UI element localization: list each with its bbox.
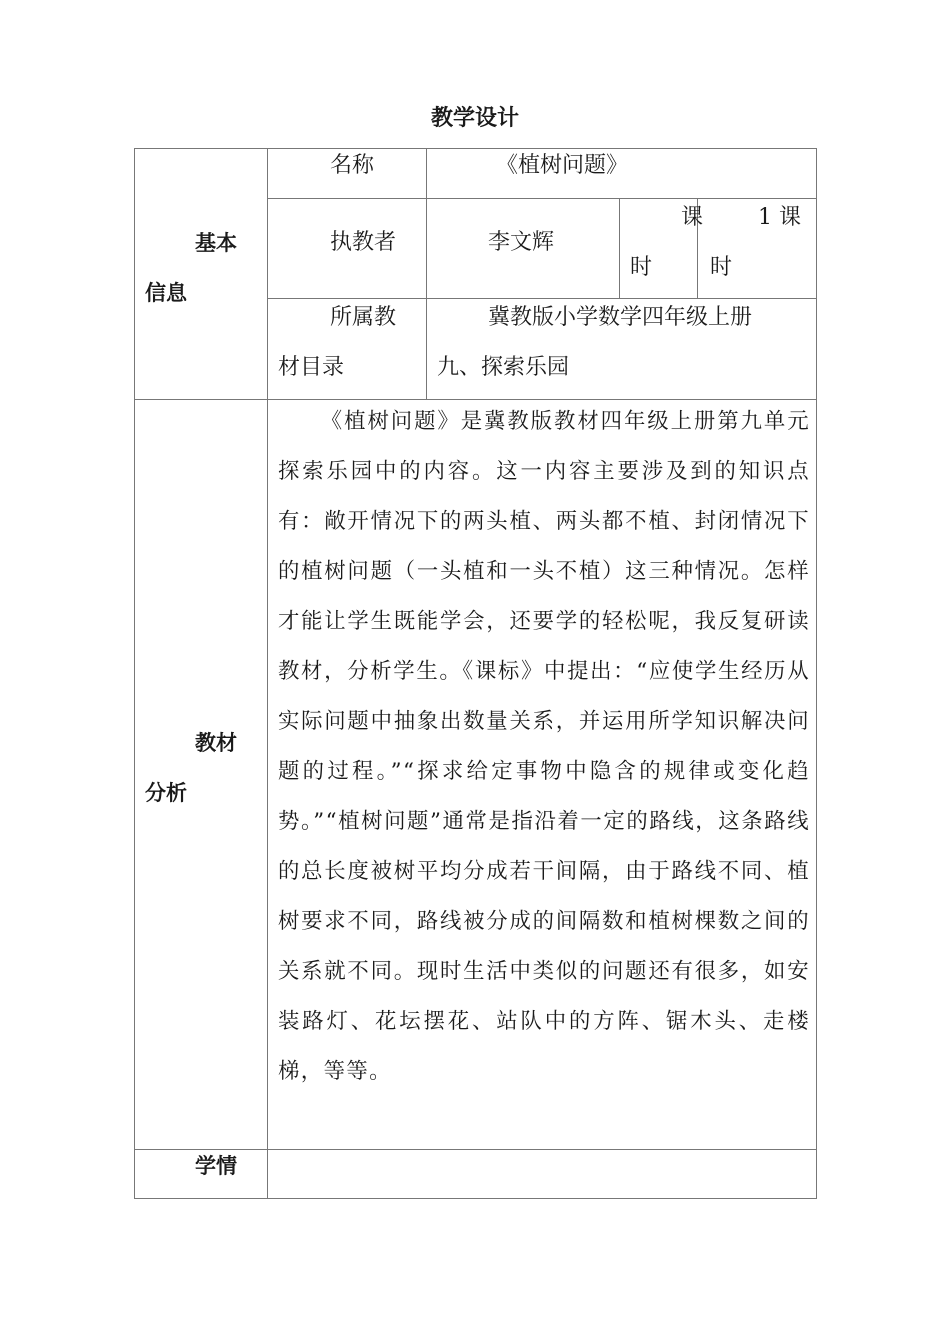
table-rule: [267, 148, 268, 1199]
section-label-basic-info: 基本: [195, 231, 237, 255]
table-rule: [619, 198, 620, 298]
material-analysis-text: 《植树问题》是冀教版教材四年级上册第九单元探索乐园中的内容。这一内容主要涉及到的知识点有：敞开情况下的两头植、两头都不植、封闭情况下的植树问题（一头植和一头不植）这三种情况。怎样才能让学生既能学会，还要学的轻松呢，我反复研读教材，分析学生。《课标》中提出：“应使学生经历从实际问题中抽象出数量关系，并运用所学知识解决问题的过程。”“探求给定事物中隐含的规律或变化趋势。”“植树问题”通常是指沿着一定的路线，这条路线的总长度被树平均分成若干间隔，由于路线不同、植树要求不同，路线被分成的间隔数和植树棵数之间的关系就不同。现时生活中类似的问题还有很多，如安装路灯、花坛摆花、站队中的方阵、锯木头、走楼梯，等等。: [278, 409, 810, 1084]
table-rule: [267, 198, 817, 199]
section-label-material-analysis: 教材: [195, 731, 237, 755]
section-label-material-analysis: 分析: [145, 781, 187, 805]
textbook-value: 冀教版小学数学四年级上册: [488, 305, 753, 330]
class-hours-value: 时: [710, 255, 733, 280]
name-value: 《植树问题》: [496, 153, 629, 178]
teacher-value: 李文辉: [488, 230, 555, 255]
teacher-label: 执教者: [330, 230, 397, 255]
table-rule: [134, 148, 135, 1199]
section-label-basic-info: 信息: [145, 281, 187, 305]
table-rule: [426, 148, 427, 399]
class-hours-label: 课: [681, 205, 704, 230]
textbook-label: 所属教: [330, 305, 397, 330]
class-hours-label: 时: [630, 255, 653, 280]
section-label-learning-situation: 学情: [195, 1154, 237, 1178]
textbook-value: 九、探索乐园: [437, 355, 570, 380]
textbook-label: 材目录: [278, 355, 345, 380]
table-rule: [816, 148, 817, 1199]
table-rule: [134, 148, 817, 149]
document-title: 教学设计: [430, 106, 519, 131]
name-label: 名称: [330, 153, 375, 178]
table-rule: [134, 1198, 817, 1199]
class-hours-value: 1 课: [758, 205, 801, 230]
